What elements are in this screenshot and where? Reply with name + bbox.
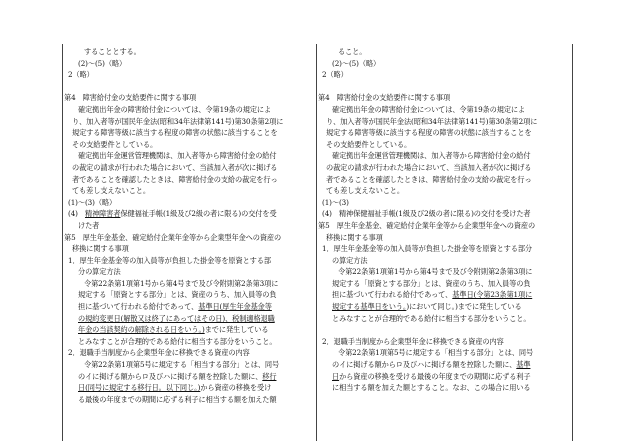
text-line: 規定する障害等級に該当する程度の障害の状態に該当することを: [72, 128, 278, 138]
text-line: とみなすことが合理的である給付に相当する部分をいうこと。: [78, 336, 277, 346]
section-heading: 第4 障害給付金の支給要件に関する事項: [64, 93, 197, 103]
text-line: ること。: [338, 47, 367, 56]
text-line: 者であることを確認したときは、障害給付金の支給の裁定を行っ: [72, 174, 278, 184]
text-line: (4) 精神保健福祉手帳(1級及び2級の者に限る)の交付を受けた者: [322, 209, 531, 219]
text-line: の算定方法: [332, 255, 368, 265]
text-line: 確定拠出年金の障害給付金については、令第19条の規定によ: [332, 104, 526, 114]
underlined-text: 基準: [516, 360, 531, 370]
table-border-left: [62, 44, 63, 441]
text-line: することとする。: [84, 47, 141, 56]
text-line-underlined: 規定する基準日をいう。)において同じ。)までに発生している: [332, 302, 522, 312]
text-line-underlined: 年金の当該契約の解除される日をいう。)までに発生している: [78, 325, 269, 335]
text-line: の裁定の請求が行われた場合において、当該加入者が次に掲げる: [72, 162, 278, 172]
underlined-text: の規約変更日(解散又は終了にあってはその日)、税制適格退職: [78, 313, 275, 323]
text-line-underlined: 日から資産の移換を受ける最後の年度までの期間に応ずる利子: [332, 371, 531, 381]
text-line: 規定する「原資とする部分」とは、資産のうち、加入員等の負: [78, 290, 277, 300]
text-line-underlined: のイに掲げる額からロ及びハに掲げる額を控除した額に、移行: [78, 371, 277, 381]
text-line: 規定する「原資とする部分」とは、資産のうち、加入員等の負: [332, 278, 531, 288]
text-line: けた者: [78, 220, 100, 230]
text-line: (1)～(3): [322, 197, 349, 207]
text-line-underlined: のイに掲げる額からロ及びハに掲げる額を控除した額に、基準: [332, 360, 531, 370]
text-line: とみなすことが合理的である給付に相当する部分をいうこと。: [332, 313, 531, 323]
text-line: 移換に関する事項: [326, 232, 383, 242]
text-line: (2)～(5)（略）: [78, 58, 127, 68]
underlined-text: 精神障害者: [84, 209, 121, 219]
right-column-text: [318, 46, 570, 441]
section-heading: 第5 厚生年金基金、確定給付企業年金等から企業型年金への資産の: [318, 220, 536, 230]
text-line: 分の算定方法: [78, 267, 121, 277]
text-line: その支給要件としている。: [326, 139, 412, 149]
text-line: り、加入者等が国民年金法(昭和34年法律第141号)第30条第2項に: [326, 116, 538, 126]
text-line: 令第22条第1項第1号から第4号まで及び令附則第2条第3項に: [338, 267, 533, 277]
text-line-underlined: 担に基づいて行われる給付であって、基準日(厚生年金基金等: [78, 302, 272, 312]
text-line: 令第22条第1項第5号に規定する「相当する部分」とは、同号: [84, 360, 280, 370]
text-line: 1．厚生年金基金等の加入員等が負担した掛金等を原資とする部分: [322, 244, 533, 254]
text-line: 2．退職手当制度から企業型年金に移換できる資産の内容: [68, 348, 250, 358]
text-line: 移換に関する事項: [72, 244, 129, 254]
underlined-text: 移行: [262, 371, 277, 381]
section-heading: 第5 厚生年金基金、確定給付企業年金等から企業型年金への資産の: [64, 232, 282, 242]
blank-line: [64, 81, 315, 93]
underlined-text: 日: [332, 371, 340, 381]
text-line: 1．厚生年金基金等の加入員等が負担した掛金等を原資とする部: [68, 255, 271, 265]
text-line: 令第22条第1項第1号から第4号まで及び令附則第2条第3項に: [84, 278, 279, 288]
underlined-text: 日(同号に規定する移行日。以下同じ。): [78, 383, 201, 393]
text-line: ても差し支えないこと。: [72, 186, 150, 196]
underlined-text: 規定する基準日をいう。: [332, 302, 407, 312]
text-line: 2（略）: [322, 70, 348, 80]
text-line: る最後の年度までの期間に応ずる利子に相当する額を加えた額: [78, 394, 277, 404]
underlined-text: 基準日(令第23条第1項に: [452, 290, 533, 300]
text-line-underlined: 日(同号に規定する移行日。以下同じ。)から資産の移換を受け: [78, 383, 272, 393]
blank-line: [318, 324, 570, 336]
text-line: ても差し支えないこと。: [326, 186, 404, 196]
underlined-text: 年金の当該契約の解除される日をいう。): [78, 325, 205, 335]
section-heading: 第4 障害給付金の支給要件に関する事項: [318, 93, 451, 103]
text-line: 2．退職手当制度から企業型年金に移換できる資産の内容: [322, 336, 504, 346]
text-line: 者であることを確認したときは、障害給付金の支給の裁定を行っ: [326, 174, 532, 184]
text-line: 令第22条第1項第5号に規定する「相当する部分」とは、同号: [338, 348, 534, 358]
text-line-underlined: [64, 313, 315, 325]
blank-line: [318, 81, 570, 93]
text-line: に相当する額を加えた額とすること。なお、この場合に用いる: [332, 383, 531, 393]
table-border-right: [572, 44, 573, 441]
left-column-text: [64, 46, 315, 441]
underlined-text: 基準日(厚生年金基金等: [198, 302, 272, 312]
text-line: 確定拠出年金の障害給付金については、令第19条の規定によ: [78, 104, 272, 114]
text-line: り、加入者等が国民年金法(昭和34年法律第141号)第30条第2項に: [72, 116, 284, 126]
table-border-center: [316, 44, 317, 441]
text-line: その支給要件としている。: [72, 139, 158, 149]
text-line-underlined: 担に基づいて行われる給付であって、基準日(令第23条第1項に: [332, 290, 533, 300]
text-line: 確定拠出年金運営管理機関は、加入者等から障害給付金の給付: [78, 151, 277, 161]
text-line: (1)～(3)（略）: [68, 197, 117, 207]
text-line: (2)～(5)（略）: [332, 58, 381, 68]
text-line: の裁定の請求が行われた場合において、当該加入者が次に掲げる: [326, 162, 532, 172]
text-line: 確定拠出年金運営管理機関は、加入者等から障害給付金の給付: [332, 151, 531, 161]
text-line: 規定する障害等級に該当する程度の障害の状態に該当することを: [326, 128, 532, 138]
text-line-underlined: (4) 精神障害者保健福祉手帳(1級及び2級の者に限る)の交付を受: [68, 209, 277, 219]
text-line: 2（略）: [68, 70, 94, 80]
